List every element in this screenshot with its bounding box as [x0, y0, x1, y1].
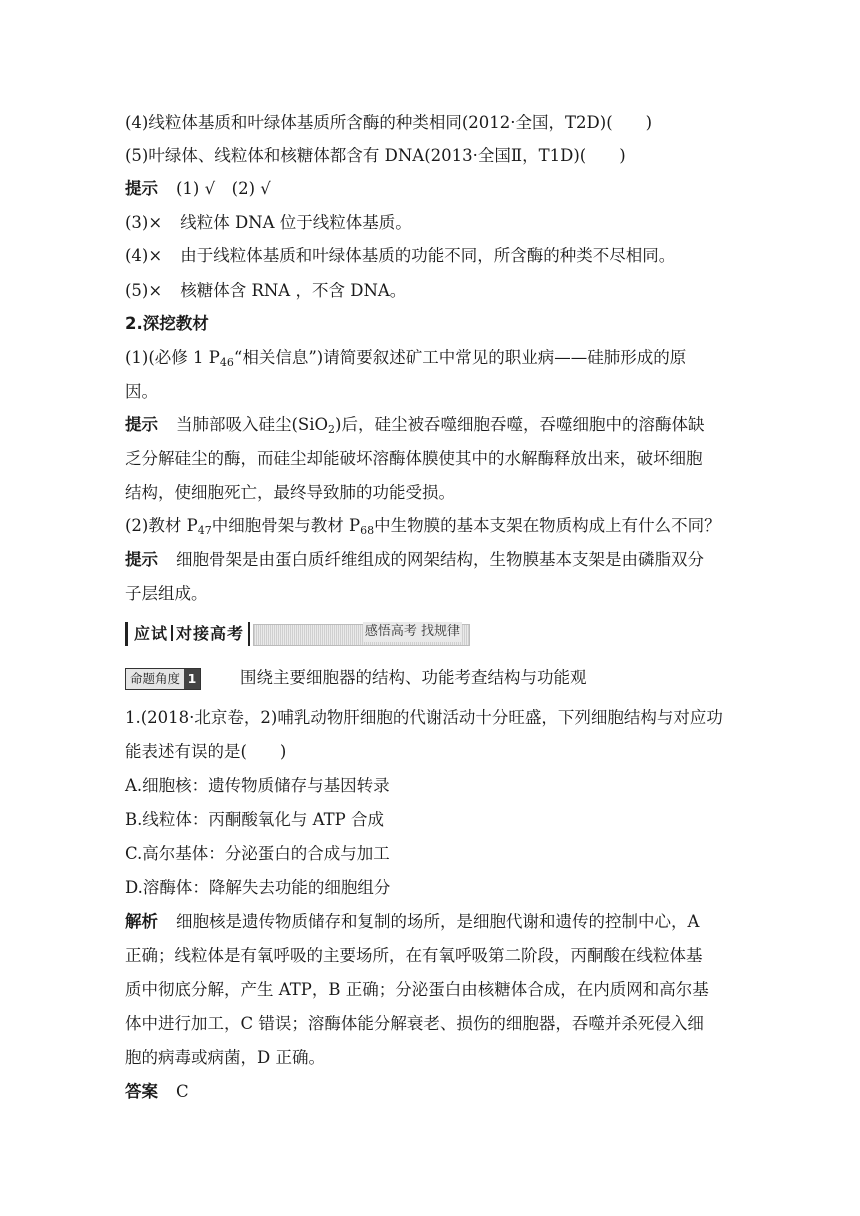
hint-text: 线粒体 DNA 位于线粒体基质。 — [180, 213, 412, 232]
hint-label: 提示 — [125, 179, 158, 198]
hint-answers: (1) √ (2) √ — [176, 179, 271, 198]
topic-title: 围绕主要细胞器的结构、功能考查结构与功能观 — [240, 668, 587, 687]
subscript: 46 — [219, 356, 234, 369]
statement-5: (5)叶绿体、线粒体和核糖体都含有 DNA(2013·全国Ⅱ，T1D)( ) — [125, 146, 626, 165]
hint-label: 提示 — [125, 550, 158, 569]
topic-tag — [125, 668, 201, 690]
topic-tag-number: 1 — [184, 669, 200, 689]
banner-subtitle: 感悟高考 找规律 — [363, 622, 462, 642]
option-d: D.溶酶体：降解失去功能的细胞组分 — [125, 878, 391, 897]
topic-tag-label: 命题角度 — [126, 669, 184, 689]
option-a: A.细胞核：遗传物质储存与基因转录 — [125, 776, 390, 795]
mark: (4)× — [125, 246, 163, 265]
analysis-line-3: 质中彻底分解，产生 ATP，B 正确；分泌蛋白由核糖体合成，在内质网和高尔基 — [125, 980, 709, 999]
answer-2-line-2: 子层组成。 — [125, 584, 208, 603]
question-stem-2: 能表述有误的是( ) — [125, 742, 287, 761]
text: (2)教材 P — [125, 516, 198, 535]
text: 细胞骨架是由蛋白质纤维组成的网架结构，生物膜基本支架是由磷脂双分 — [176, 550, 704, 569]
section-heading: 2.深挖教材 — [125, 314, 209, 333]
text: 细胞核是遗传物质储存和复制的场所，是细胞代谢和遗传的控制中心，A — [176, 912, 700, 931]
mark: (3)× — [125, 213, 163, 232]
hint-4 — [125, 245, 675, 267]
hint-text: 由于线粒体基质和叶绿体基质的功能不同，所含酶的种类不尽相同。 — [180, 246, 676, 265]
question-1-line-2: 因。 — [125, 382, 158, 401]
subscript: 47 — [197, 524, 212, 537]
section-banner — [125, 622, 470, 646]
mark: (5)× — [125, 281, 163, 300]
answer-1-line-1 — [125, 414, 704, 441]
analysis-line-5: 胞的病毒或病菌，D 正确。 — [125, 1048, 325, 1067]
analysis-line-2: 正确；线粒体是有氧呼吸的主要场所，在有氧呼吸第二阶段，丙酮酸在线粒体基 — [125, 946, 703, 965]
answer-2-line-1 — [125, 549, 704, 571]
question-2 — [125, 515, 721, 542]
analysis-label: 解析 — [125, 912, 158, 931]
answer-1-line-3: 结构，使细胞死亡，最终导致肺的功能受损。 — [125, 483, 455, 502]
answer-label: 答案 — [125, 1082, 158, 1101]
text: )后，硅尘被吞噬细胞吞噬，吞噬细胞中的溶酶体缺 — [335, 415, 705, 434]
hint-line — [125, 178, 271, 200]
question-stem-1: 1.(2018·北京卷，2)哺乳动物肝细胞的代谢活动十分旺盛，下列细胞结构与对应功 — [125, 708, 723, 727]
question-1-line-1 — [125, 347, 686, 374]
hint-3 — [125, 212, 412, 234]
text: 中细胞骨架与教材 P — [211, 516, 361, 535]
answer-value: C — [176, 1082, 189, 1101]
banner-title — [125, 622, 250, 646]
answer-1-line-2: 乏分解硅尘的酶，而硅尘却能破坏溶酶体膜使其中的水解酶释放出来，破坏细胞 — [125, 449, 703, 468]
answer-line — [125, 1081, 189, 1103]
banner-title-part: 应试 — [134, 624, 169, 643]
statement-4: (4)线粒体基质和叶绿体基质所含酶的种类相同(2012·全国，T2D)( ) — [125, 113, 653, 132]
hint-5 — [125, 280, 406, 302]
analysis-line-4: 体中进行加工，C 错误；溶酶体能分解衰老、损伤的细胞器，吞噬并杀死侵入细 — [125, 1014, 704, 1033]
subscript: 68 — [360, 524, 375, 537]
text: (1)(必修 1 P — [125, 348, 220, 367]
banner-title-part: 对接高考 — [176, 624, 245, 643]
hint-label: 提示 — [125, 415, 158, 434]
text: 当肺部吸入硅尘(SiO — [176, 415, 329, 434]
option-c: C.高尔基体：分泌蛋白的合成与加工 — [125, 844, 390, 863]
text: 中生物膜的基本支架在物质构成上有什么不同？ — [374, 516, 721, 535]
text: “相关信息”)请简要叙述矿工中常见的职业病——硅肺形成的原 — [233, 348, 687, 367]
subscript: 2 — [328, 423, 336, 436]
analysis-line-1 — [125, 911, 699, 933]
hint-text: 核糖体含 RNA ，不含 DNA。 — [180, 281, 407, 300]
option-b: B.线粒体：丙酮酸氧化与 ATP 合成 — [125, 810, 384, 829]
